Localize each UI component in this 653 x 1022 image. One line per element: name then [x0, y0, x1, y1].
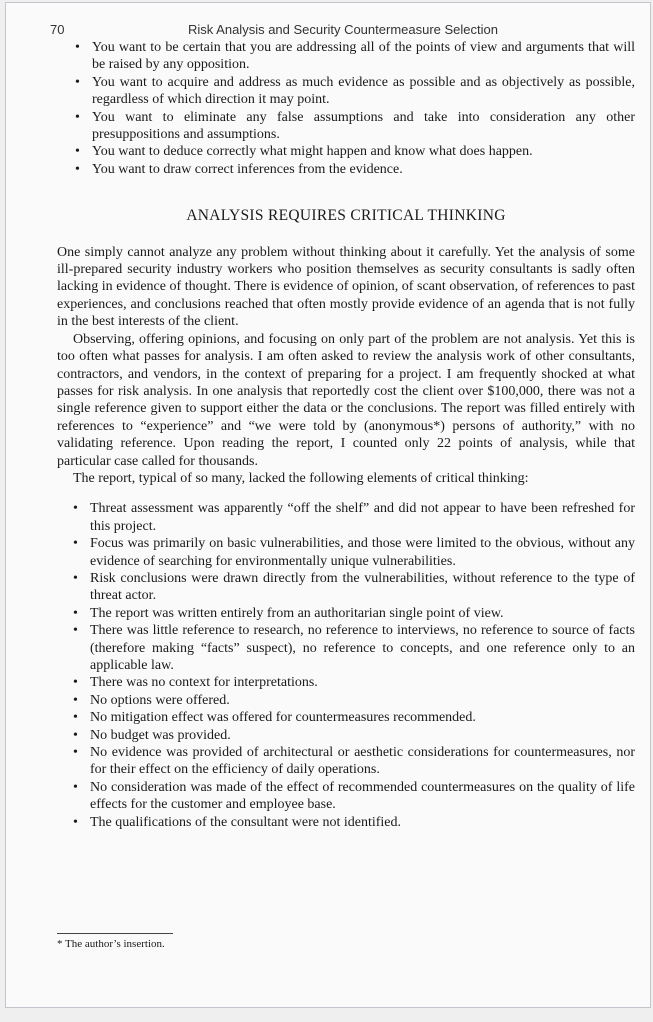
- page-body: [57, 39, 635, 831]
- list-item: • No budget was provided.: [57, 727, 635, 744]
- list-item: • No evidence was provided of architectural or aesthetic considerations for countermeasures, nor for their effect on the efficiency of daily operations.: [57, 744, 635, 779]
- section-heading: ANALYSIS REQUIRES CRITICAL THINKING: [186, 207, 506, 225]
- list-item: • No consideration was made of the effect of recommended countermeasures on the quality of life effects for the customer and employee base.: [57, 779, 635, 814]
- list-item: • You want to draw correct inferences from the evidence.: [59, 161, 635, 178]
- paragraph: One simply cannot analyze any problem without thinking about it carefully. Yet the analysis of some ill-prepared security industry workers who position themselves as security consultants is sadly often lacking in evidence of thought. There is evidence of opinion, of scant observation, of references to past experiences, and conclusions reached that often mostly provide evidence of an agenda that is not fully in the best interests of the client.: [57, 244, 635, 330]
- list-item: • You want to be certain that you are addressing all of the points of view and arguments that will be raised by any opposition.: [59, 39, 635, 74]
- running-title: Risk Analysis and Security Countermeasure Selection: [188, 22, 498, 37]
- list-item: • The qualifications of the consultant were not identified.: [57, 814, 635, 831]
- critical-thinking-bullet-list: [57, 500, 635, 831]
- footnote-divider: [57, 933, 173, 934]
- list-item: • You want to eliminate any false assumptions and take into consideration any other presuppositions and assumptions.: [59, 109, 635, 144]
- list-item: • The report was written entirely from an authoritarian single point of view.: [57, 605, 635, 622]
- list-item: • Risk conclusions were drawn directly from the vulnerabilities, without reference to the type of threat actor.: [57, 570, 635, 605]
- paragraph: Observing, offering opinions, and focusing on only part of the problem are not analysis. Yet this is too often what passes for analysis. I am often asked to review the analysis work of other consultants, contractors, and vendors, in the context of preparing for a project. I am frequently shocked at what passes for risk analysis. In one analysis that reportedly cost the client over $100,000, there was not a single reference given to support either the data or the conclusions. The report was filled entirely with references to “experience” and “we were told by (anonymous*) persons of authority,” with no validating reference. Upon reading the report, I counted only 22 points of analysis, while that particular case called for thousands.: [57, 331, 635, 469]
- list-item: • No mitigation effect was offered for countermeasures recommended.: [57, 709, 635, 726]
- list-item: • There was little reference to research, no reference to interviews, no reference to source of facts (therefore making “facts” suspect), no reference to concepts, and one reference only to an applicable law.: [57, 622, 635, 674]
- list-item: • Focus was primarily on basic vulnerabilities, and those were limited to the obvious, without any evidence of searching for environmentally unique vulnerabilities.: [57, 535, 635, 570]
- list-item: • There was no context for interpretations.: [57, 674, 635, 691]
- list-item: • No options were offered.: [57, 692, 635, 709]
- paragraph: The report, typical of so many, lacked the following elements of critical thinking:: [73, 470, 529, 486]
- list-item: • Threat assessment was apparently “off the shelf” and did not appear to have been refreshed for this project.: [57, 500, 635, 535]
- page-number: 70: [50, 22, 65, 37]
- list-item: • You want to acquire and address as much evidence as possible and as objectively as possible, regardless of which direction it may point.: [59, 74, 635, 109]
- list-item: • You want to deduce correctly what might happen and know what does happen.: [59, 143, 635, 160]
- footnote: * The author’s insertion.: [57, 938, 165, 950]
- intro-bullet-list: [57, 39, 635, 178]
